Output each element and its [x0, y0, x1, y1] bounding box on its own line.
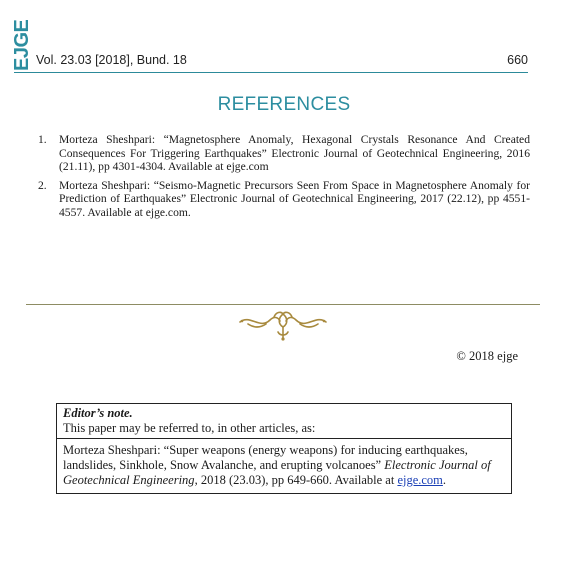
editors-note-intro: This paper may be referred to, in other articles, as:: [63, 421, 316, 435]
editors-note-title: Editor’s note.: [63, 406, 133, 420]
editors-note-citation: [57, 439, 511, 493]
section-divider: [26, 304, 540, 305]
reference-number: 2.: [38, 178, 47, 192]
reference-item: [38, 133, 530, 174]
page-number: 660: [507, 53, 528, 67]
reference-text: Morteza Sheshpari: “Seismo-Magnetic Precursors Seen From Space in Magnetosphere Anomaly for Prediction of Earthquakes” Electronic Journal of Geotechnical Engineering, 2017 (22.12), pp 4551-4557. Available at ejge.com.: [59, 178, 530, 219]
flourish-ornament-icon: [238, 308, 328, 342]
ejge-logo: [9, 13, 33, 73]
reference-number: 1.: [38, 133, 47, 146]
volume-info: Vol. 23.03 [2018], Bund. 18: [36, 53, 187, 67]
references-heading: REFERENCES: [217, 94, 351, 115]
citation-journal: Electronic Journal of Geotechnical Engineering: [63, 458, 491, 487]
editors-note-header: [57, 404, 511, 439]
citation-details: , 2018 (23.03), pp 649-660.: [194, 473, 333, 487]
page-header: [36, 53, 528, 73]
header-rule: [14, 72, 528, 73]
logo-text: EJGE: [11, 19, 33, 71]
references-list: [38, 133, 530, 225]
citation-text: Morteza Sheshpari: “Super weapons (energy weapons) for inducing earthquakes, landslides, Sinkhole, Snow Avalanche, and erupting volcanoes”: [63, 443, 468, 472]
reference-item: [38, 179, 530, 220]
copyright-notice: © 2018 ejge: [456, 349, 518, 363]
reference-text: Morteza Sheshpari: “Magnetosphere Anomaly, Hexagonal Crystals Resonance And Created Consequences For Triggering Earthquakes” Electronic Journal of Geotechnical Engineering, 2016 (21.11), pp 4301-4304. Available at ejge.com: [59, 133, 530, 174]
available-prefix: Available at: [334, 473, 395, 487]
editors-note-box: [56, 403, 512, 494]
ejge-link[interactable]: ejge.com: [397, 473, 443, 487]
available-suffix: .: [442, 473, 447, 487]
